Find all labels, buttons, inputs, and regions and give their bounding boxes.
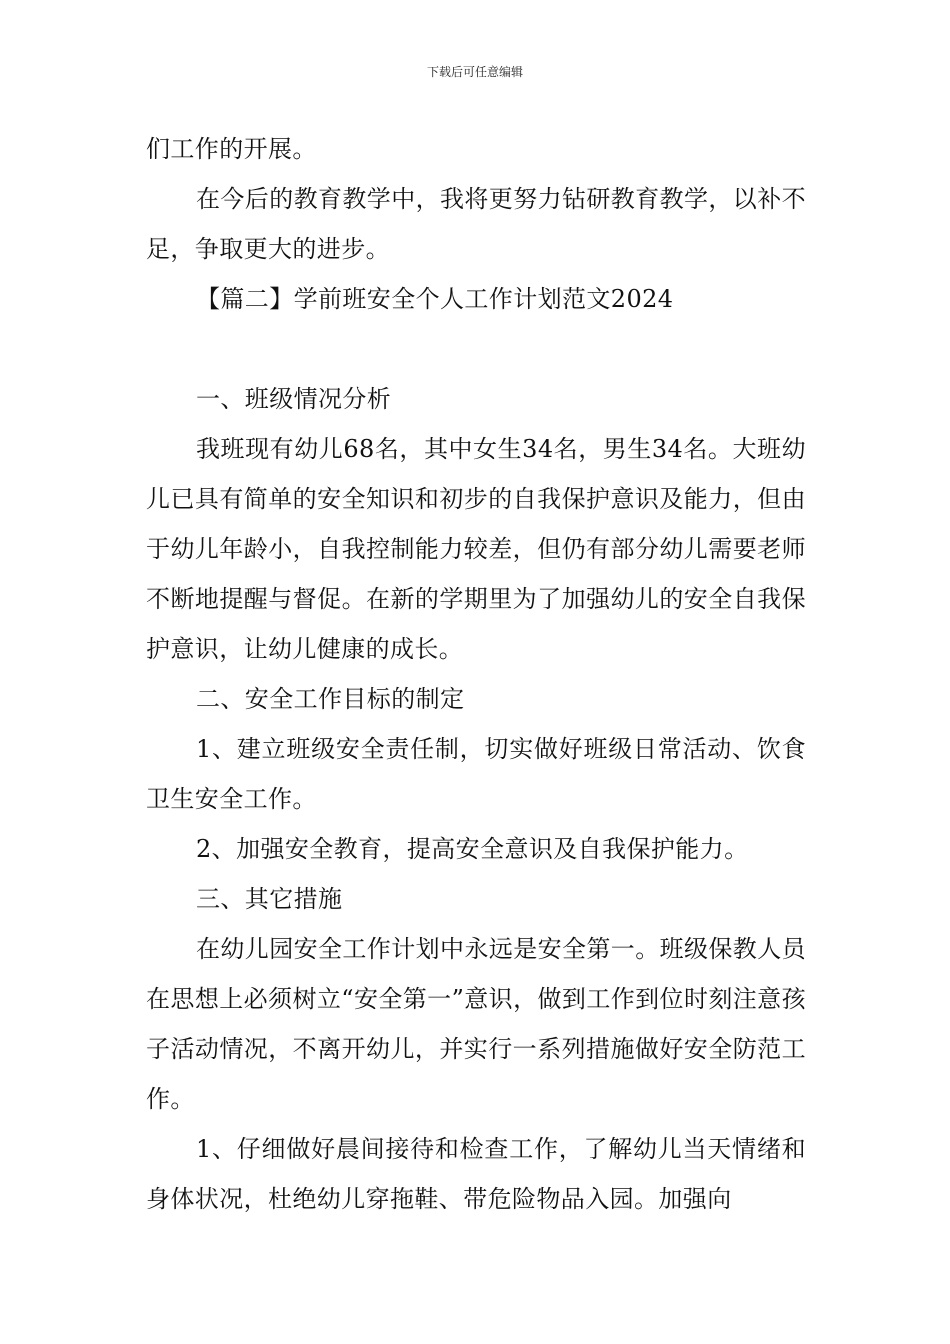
paragraph-continuation: 们工作的开展。 (146, 135, 317, 163)
paragraph-goal-1: 1、建立班级安全责任制，切实做好班级日常活动、饮食卫生安全工作。 (146, 735, 806, 813)
page-header-note: 下载后可任意编辑 (426, 65, 523, 79)
heading-safety-goals: 二、安全工作目标的制定 (196, 685, 465, 713)
paragraph-measure-1: 1、仔细做好晨间接待和检查工作，了解幼儿当天情绪和身体状况，杜绝幼儿穿拖鞋、带危险物品入园。加强向 (146, 1135, 806, 1213)
paragraph-conclusion: 在今后的教育教学中，我将更努力钻研教育教学，以补不足，争取更大的进步。 (146, 185, 806, 263)
paragraph-goal-2: 2、加强安全教育，提高安全意识及自我保护能力。 (196, 835, 749, 863)
blank-line (146, 324, 806, 374)
document-body (146, 124, 806, 1224)
heading-class-analysis: 一、班级情况分析 (196, 385, 392, 413)
section-title: 【篇二】学前班安全个人工作计划范文2024 (196, 285, 674, 313)
paragraph-class-analysis: 我班现有幼儿68名，其中女生34名，男生34名。大班幼儿已具有简单的安全知识和初步的自我保护意识及能力，但由于幼儿年龄小，自我控制能力较差，但仍有部分幼儿需要老师不断地提醒与督促。在新的学期里为了加强幼儿的安全自我保护意识，让幼儿健康的成长。 (146, 435, 806, 663)
heading-other-measures: 三、其它措施 (196, 885, 343, 913)
paragraph-measures-intro: 在幼儿园安全工作计划中永远是安全第一。班级保教人员在思想上必须树立“安全第一”意识，做到工作到位时刻注意孩子活动情况，不离开幼儿，并实行一系列措施做好安全防范工作。 (146, 935, 806, 1113)
